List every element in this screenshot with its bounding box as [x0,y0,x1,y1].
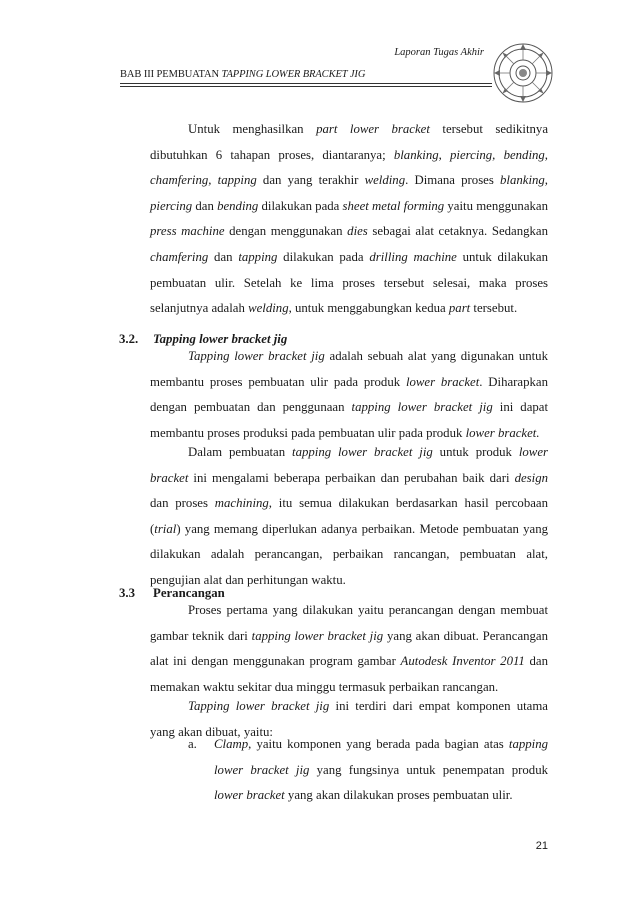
section-title: Tapping lower bracket jig [153,332,288,346]
intro-paragraph: Untuk menghasilkan part lower bracket tersebut sedikitnya dibutuhkan 6 tahapan proses, diantaranya; blanking, piercing, bending, chamfering, tapping dan yang terakhir welding. Dimana proses blanking, piercing dan bending dilakukan pada sheet metal forming yaitu menggunakan press machine dengan menggunakan dies sebagai alat cetaknya. Sedangkan chamfering dan tapping dilakukan pada drilling machine untuk dilakukan pembuatan ulir. Setelah ke lima proses tersebut selesai, maka proses selanjutnya adalah welding, untuk menggabungkan kedua part tersebut. [150,122,548,316]
section-3-2-paragraph-2: Dalam pembuatan tapping lower bracket jig untuk produk lower bracket ini mengalami beberapa perbaikan dan perubahan baik dari design dan proses machining, itu semua dilakukan berdasarkan hasil percobaan (trial) yang memang diperlukan adanya perbaikan. Metode pembuatan yang dilakukan adalah perancangan, perbaikan rancangan, pembuatan alat, pengujian alat dan perhitungan waktu. [150,445,548,587]
section-3-3-paragraph-1: Proses pertama yang dilakukan yaitu perancangan dengan membuat gambar teknik dari tapping lower bracket jig yang akan dibuat. Perancangan alat ini dengan menggunakan program gambar Autodesk Inventor 2011 dan memakan waktu sekitar dua minggu termasuk perbaikan rancangan. [150,603,548,694]
list-bullet: a. [188,737,197,751]
section-3-3-paragraph-2: Tapping lower bracket jig ini terdiri dari empat komponen utama yang akan dibuat, yaitu: [150,699,548,739]
chapter-heading [120,69,365,80]
chapter-prefix: BAB III PEMBUATAN [120,69,222,80]
section-number: 3.3 [119,586,135,600]
section-title: Perancangan [153,586,225,600]
header-rule-thin [120,86,492,87]
list-item-text: Clamp, yaitu komponen yang berada pada bagian atas tapping lower bracket jig yang fungsinya untuk penempatan produk lower bracket yang akan dilakukan proses pembuatan ulir. [214,737,548,803]
report-title: Laporan Tugas Akhir [394,47,484,58]
chapter-italic: TAPPING LOWER BRACKET JIG [221,69,366,80]
university-seal-icon [492,42,554,104]
page-number: 21 [535,840,548,852]
section-number: 3.2. [119,332,139,346]
section-3-2-paragraph-1: Tapping lower bracket jig adalah sebuah alat yang digunakan untuk membantu proses pembuatan ulir pada produk lower bracket. Diharapkan dengan pembuatan dan penggunaan tapping lower bracket jig ini dapat membantu proses produksi pada pembuatan ulir pada produk lower bracket. [150,349,549,440]
list-item [188,732,548,809]
header-rule-thick [120,83,492,84]
